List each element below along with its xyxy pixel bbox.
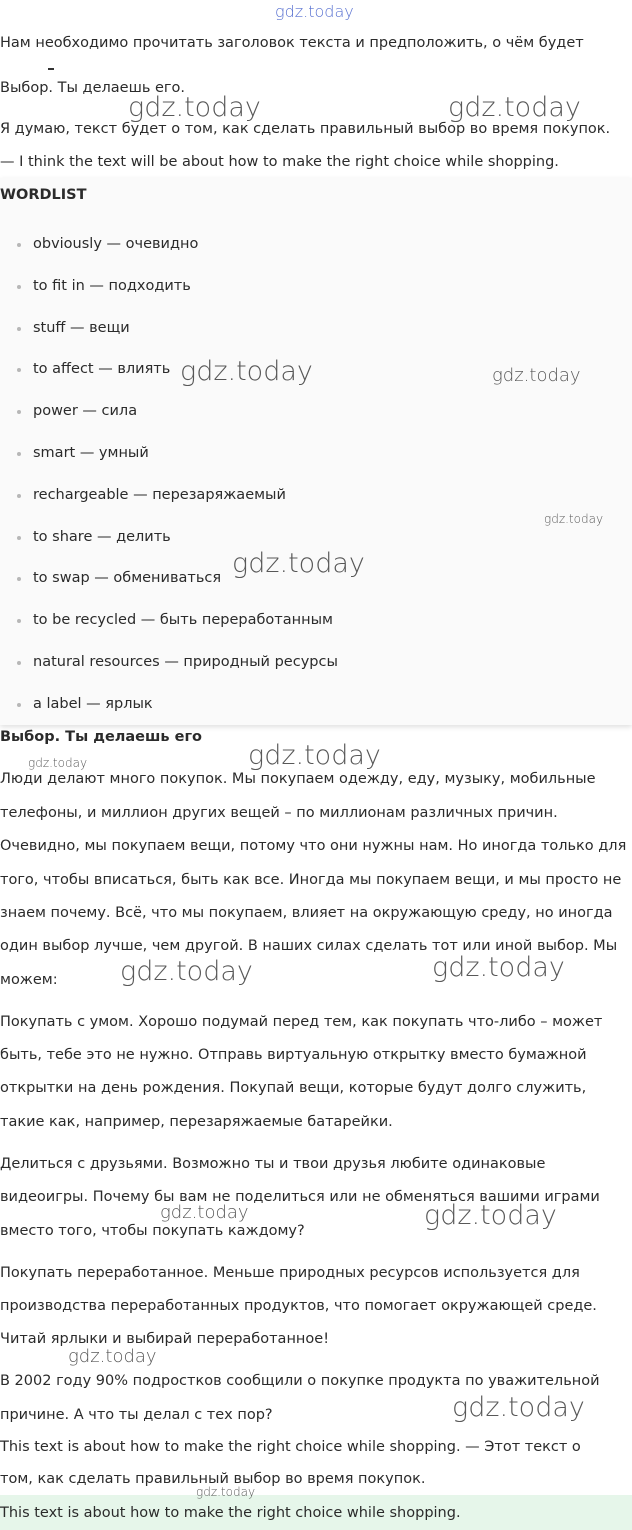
bullet-icon (17, 410, 21, 414)
bullet-icon (17, 327, 21, 331)
wordlist-item (0, 359, 338, 401)
article-line: можем: (0, 972, 58, 988)
article-line: один выбор лучше, чем другой. В наших силах сделать тот или иной выбор. Мы (0, 938, 618, 954)
watermark-logo: gdz.today (452, 1392, 585, 1423)
wordlist-item-text: power — сила (33, 403, 138, 420)
article-title: Выбор. Ты делаешь его (0, 729, 203, 745)
watermark-logo: gdz.today (492, 365, 581, 386)
wordlist-item (0, 568, 338, 610)
bullet-icon (17, 494, 21, 498)
article-line: This text is about how to make the right choice while shopping. — Этот текст о (0, 1439, 581, 1455)
article-line: том, как сделать правильный выбор во время покупок. (0, 1471, 426, 1487)
article-line: открытки на день рождения. Покупай вещи, которые будут долго служить, (0, 1080, 587, 1096)
wordlist-item (0, 234, 338, 276)
watermark-logo: gdz.today (448, 92, 581, 123)
article-line: Покупать с умом. Хорошо подумай перед тем, как покупать что-либо – может (0, 1014, 603, 1030)
article-line: такие как, например, перезаряжаемые батарейки. (0, 1114, 393, 1130)
article-line: знаем почему. Всё, что мы покупаем, влияет на окружающую среду, но иногда (0, 905, 613, 921)
intro-line-2: Выбор. Ты делаешь его. (0, 80, 186, 96)
article-line: Очевидно, мы покупаем вещи, потому что они нужны нам. Но иногда только для (0, 838, 627, 854)
bullet-icon (17, 536, 21, 540)
watermark-logo: gdz.today (424, 1200, 557, 1231)
watermark-logo: gdz.today (128, 92, 261, 123)
article-line: видеоигры. Почему бы вам не поделиться или не обменяться вашими играми (0, 1189, 600, 1205)
wordlist-item-text: to affect — влиять (33, 361, 171, 378)
wordlist-list (0, 234, 338, 736)
watermark-logo: gdz.today (28, 756, 88, 770)
article-line: Люди делают много покупок. Мы покупаем одежду, еду, музыку, мобильные (0, 771, 596, 787)
bullet-icon (17, 577, 21, 581)
article-line: быть, тебе это не нужно. Отправь виртуальную открытку вместо бумажной (0, 1047, 587, 1063)
watermark-logo: gdz.today (160, 1202, 249, 1223)
bullet-icon (17, 619, 21, 623)
article-line: телефоны, и миллион других вещей – по миллионам различных причин. (0, 805, 558, 821)
article-line: производства переработанных продуктов, что помогает окружающей среде. (0, 1298, 597, 1314)
wordlist-item-text: obviously — очевидно (33, 236, 199, 252)
watermark-logo: gdz.today (180, 356, 313, 387)
wordlist-item-text: to be recycled — быть переработанным (33, 612, 333, 629)
watermark-logo: gdz.today (232, 548, 365, 579)
article-line: причине. А что ты делал с тех пор? (0, 1407, 273, 1423)
watermark-logo: gdz.today (196, 1485, 256, 1499)
wordlist-item (0, 443, 338, 485)
bullet-icon (17, 703, 21, 707)
wordlist-item-text: a label — ярлык (33, 695, 153, 712)
bullet-icon (17, 661, 21, 665)
wordlist-item-text: to swap — обмениваться (33, 570, 222, 587)
article-line: того, чтобы вписаться, быть как все. Иногда мы покупаем вещи, и мы просто не (0, 872, 622, 888)
article-line: вместо того, чтобы покупать каждому? (0, 1223, 305, 1239)
wordlist-item (0, 276, 338, 318)
wordlist-title: WORDLIST (0, 187, 87, 203)
wordlist-item-text: smart — умный (33, 444, 149, 461)
wordlist-item-text: stuff — вещи (33, 319, 130, 336)
bullet-icon (17, 285, 21, 289)
watermark-logo: gdz.today (120, 956, 253, 987)
wordlist-item (0, 401, 338, 443)
wordlist-item (0, 485, 338, 527)
watermark-logo: gdz.today (544, 512, 604, 526)
bullet-icon (17, 452, 21, 456)
wordlist-item (0, 610, 338, 652)
wordlist-item (0, 527, 338, 569)
wordlist-item (0, 318, 338, 360)
dash-mark (48, 68, 54, 70)
wordlist-item-text: natural resources — природный ресурсы (33, 653, 338, 670)
watermark-logo: gdz.today (432, 952, 565, 983)
wordlist-item-text: to share — делить (33, 528, 171, 545)
article-line: Делиться с друзьями. Возможно ты и твои друзья любите одинаковые (0, 1156, 546, 1172)
article-line: В 2002 году 90% подростков сообщили о покупке продукта по уважительной (0, 1373, 600, 1389)
watermark-logo: gdz.today (248, 740, 381, 771)
wordlist-item (0, 652, 338, 694)
bullet-icon (17, 243, 21, 247)
bullet-icon (17, 368, 21, 372)
answer-text: This text is about how to make the right choice while shopping. (0, 1505, 461, 1521)
intro-line-1: Нам необходимо прочитать заголовок текста и предположить, о чём будет (0, 35, 584, 51)
wordlist-item-text: rechargeable — перезаряжаемый (33, 486, 286, 503)
article-line: Покупать переработанное. Меньше природных ресурсов используется для (0, 1265, 580, 1281)
watermark-logo: gdz.today (275, 2, 354, 21)
article-line: Читай ярлыки и выбирай переработанное! (0, 1331, 330, 1347)
intro-line-4: — I think the text will be about how to make the right choice while shopping. (0, 154, 559, 170)
intro-line-3: Я думаю, текст будет о том, как сделать правильный выбор во время покупок. (0, 121, 611, 137)
watermark-logo: gdz.today (68, 1346, 157, 1367)
wordlist-item-text: to fit in — подходить (33, 277, 191, 294)
